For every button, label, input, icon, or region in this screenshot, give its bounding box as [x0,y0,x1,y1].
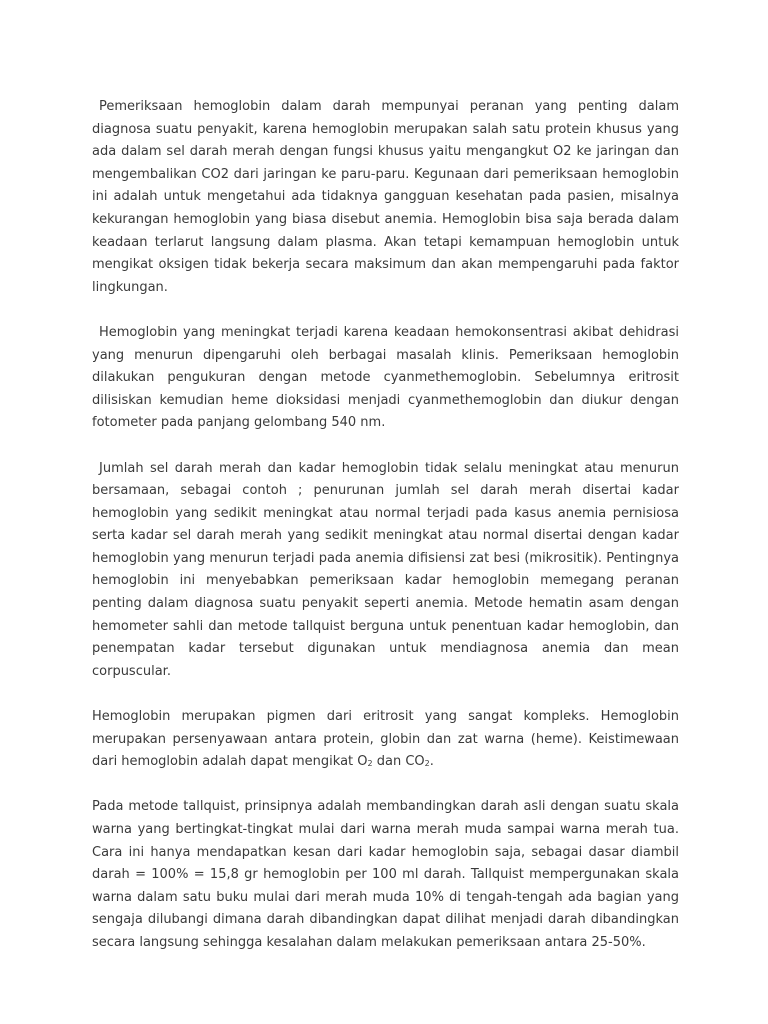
pigment-text-before: Hemoglobin merupakan pigmen dari eritrosit yang sangat kompleks. Hemoglobin merupakan persenyawaan antara protein, globin dan zat warna (heme). Keistimewaan dari hemoglobin adalah dapat mengikat O [92,709,679,770]
paragraph-hemoglobin-measurement: Hemoglobin yang meningkat terjadi karena keadaan hemokonsentrasi akibat dehidrasi yang menurun dipengaruhi oleh berbagai masalah klinis. Pemeriksaan hemoglobin dilakukan pengukuran dengan metode cyanmethemoglobin. Sebelumnya eritrosit dilisiskan kemudian heme dioksidasi menjadi cyanmethemoglobin dan diukur dengan fotometer pada panjang gelombang 540 nm. [92,324,679,431]
paragraph-hemoglobin-pigment [92,706,679,774]
paragraph-tallquist-method: Pada metode tallquist, prinsipnya adalah membandingkan darah asli dengan suatu skala warna yang bertingkat-tingkat mulai dari warna merah muda sampai warna merah tua. Cara ini hanya mendapatkan kesan dari kadar hemoglobin saja, sebagai dasar diambil darah = 100% = 15,8 gr hemoglobin per 100 ml darah. Tallquist mempergunakan skala warna dalam satu buku mulai dari merah muda 10% di tengah-tengah ada bagian yang sengaja dilubangi dimana darah dibandingkan dapat dilihat menjadi darah dibandingkan secara langsung sehingga kesalahan dalam melakukan pemeriksaan antara 25-50%. [92,799,679,950]
document-page [92,96,679,977]
oxygen-subscript: 2 [367,759,373,769]
pigment-text-middle: dan CO [372,754,425,770]
paragraph-red-cell-count: Jumlah sel darah merah dan kadar hemoglobin tidak selalu meningkat atau menurun bersamaan, sebagai contoh ; penurunan jumlah sel darah merah disertai kadar hemoglobin yang sedikit meningkat atau normal terjadi pada kasus anemia pernisiosa serta kadar sel darah merah yang sedikit meningkat atau normal disertai dengan kadar hemoglobin yang menurun terjadi pada anemia difisiensi zat besi (mikrositik). Pentingnya hemoglobin ini menyebabkan pemeriksaan kadar hemoglobin memegang peranan penting dalam diagnosa suatu penyakit seperti anemia. Metode hematin asam dengan hemometer sahli dan metode tallquist berguna untuk penentuan kadar hemoglobin, dan penempatan kadar tersebut digunakan untuk mendiagnosa anemia dan mean corpuscular. [92,460,679,679]
pigment-text-after: . [429,754,434,770]
co2-subscript: 2 [424,759,430,769]
paragraph-hemoglobin-intro: Pemeriksaan hemoglobin dalam darah mempunyai peranan yang penting dalam diagnosa suatu penyakit, karena hemoglobin merupakan salah satu protein khusus yang ada dalam sel darah merah dengan fungsi khusus yaitu mengangkut O2 ke jaringan dan mengembalikan CO2 dari jaringan ke paru-paru. Kegunaan dari pemeriksaan hemoglobin ini adalah untuk mengetahui ada tidaknya gangguan kesehatan pada pasien, misalnya kekurangan hemoglobin yang biasa disebut anemia. Hemoglobin bisa saja berada dalam keadaan terlarut langsung dalam plasma. Akan tetapi kemampuan hemoglobin untuk mengikat oksigen tidak bekerja secara maksimum dan akan mempengaruhi pada faktor lingkungan. [92,99,679,295]
